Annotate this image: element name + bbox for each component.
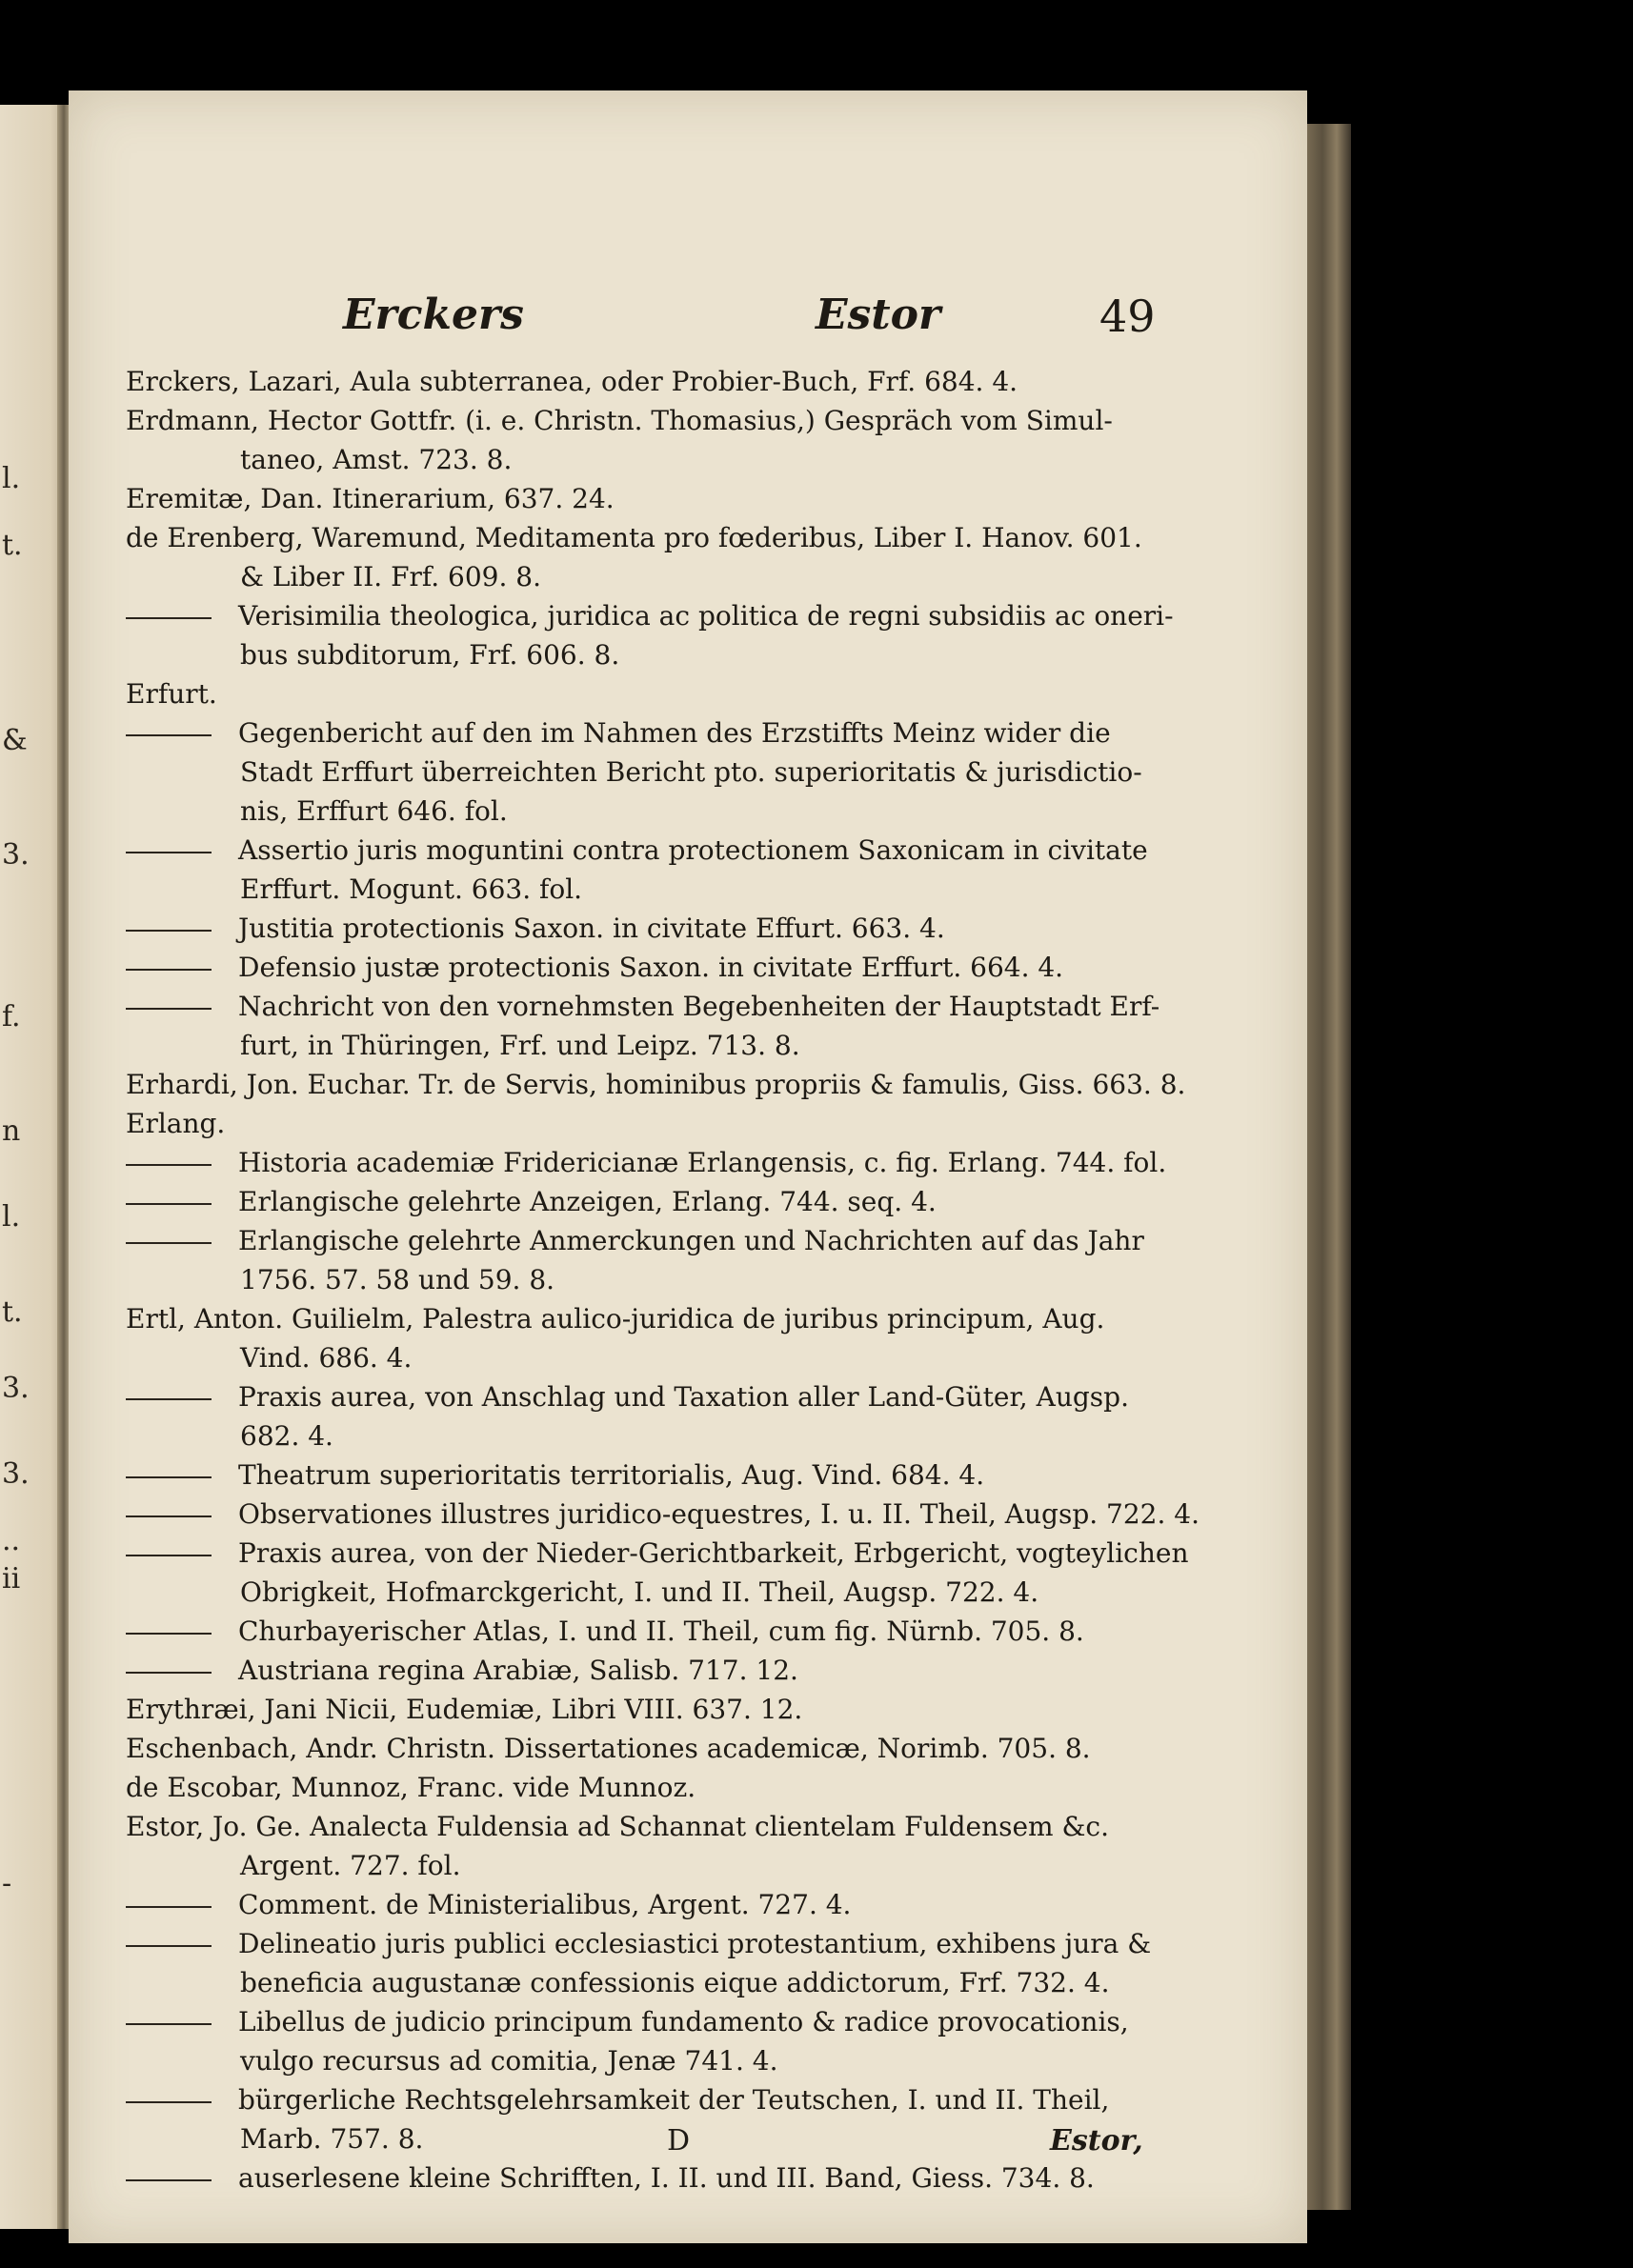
entry-text: Delineatio juris publici ecclesiastici protestantium, exhibens jura & — [238, 1928, 1152, 1959]
header-middle-catchword: Estor — [816, 291, 941, 339]
ditto-dash — [126, 2101, 212, 2103]
entry-text: furt, in Thüringen, Frf. und Leipz. 713. 8. — [240, 1030, 800, 1061]
entry-text: auserlesene kleine Schrifften, I. II. und III. Band, Giess. 734. 8. — [238, 2162, 1095, 2194]
facing-page-fragment: - — [2, 1867, 12, 1900]
entry-text: Assertio juris moguntini contra protectionem Saxonicam in civitate — [238, 834, 1148, 866]
entry-continuation-line — [126, 1260, 1242, 1299]
entry-text: & Liber II. Frf. 609. 8. — [240, 561, 542, 592]
entry-text: 1756. 57. 58 und 59. 8. — [240, 1264, 555, 1295]
entry-text: Justitia protectionis Saxon. in civitate Effurt. 663. 4. — [238, 913, 945, 944]
entry-text: Praxis aurea, von der Nieder-Gerichtbarkeit, Erbgericht, vogteylichen — [238, 1537, 1189, 1569]
entry-head-line — [126, 1299, 1242, 1338]
entry-ditto-line — [126, 1885, 1242, 1924]
entry-text: Erlangische gelehrte Anmerckungen und Nachrichten auf das Jahr — [238, 1225, 1144, 1256]
entry-text: Verisimilia theologica, juridica ac politica de regni subsidiis ac oneri- — [238, 600, 1174, 632]
entry-continuation-line — [126, 1026, 1242, 1065]
entry-continuation-line — [126, 1416, 1242, 1455]
entry-text: Observationes illustres juridico-equestres, I. u. II. Theil, Augsp. 722. 4. — [238, 1498, 1200, 1530]
entry-ditto-line — [126, 948, 1242, 987]
entry-text: Comment. de Ministerialibus, Argent. 727. 4. — [238, 1889, 852, 1920]
entry-continuation-line — [126, 440, 1242, 479]
header-left-catchword: Erckers — [343, 291, 524, 339]
page-footer — [69, 2124, 1307, 2172]
entry-text: Churbayerischer Atlas, I. und II. Theil, cum fig. Nürnb. 705. 8. — [238, 1616, 1084, 1647]
entry-ditto-line — [126, 1182, 1242, 1221]
entry-ditto-line — [126, 596, 1242, 635]
entry-text: Estor, Jo. Ge. Analecta Fuldensia ad Schannat clientelam Fuldensem &c. — [126, 1811, 1109, 1842]
entry-text: Erlang. — [126, 1108, 226, 1139]
entry-head-line — [126, 518, 1242, 557]
page-stack-edge — [1303, 124, 1351, 2210]
entry-text: Ertl, Anton. Guilielm, Palestra aulico-juridica de juribus principum, Aug. — [126, 1303, 1105, 1335]
entry-head-line — [126, 479, 1242, 518]
entry-text: Eremitæ, Dan. Itinerarium, 637. 24. — [126, 483, 615, 514]
entry-ditto-line — [126, 1221, 1242, 1260]
entry-head-line — [126, 1104, 1242, 1143]
entry-ditto-line — [126, 1495, 1242, 1534]
facing-page-fragment: t. — [2, 529, 23, 562]
entry-text: bus subditorum, Frf. 606. 8. — [240, 639, 620, 671]
entry-text: de Escobar, Munnoz, Franc. vide Munnoz. — [126, 1772, 696, 1803]
entry-text: Eschenbach, Andr. Christn. Dissertationes academicæ, Norimb. 705. 8. — [126, 1733, 1091, 1764]
ditto-dash — [126, 2179, 212, 2181]
entry-ditto-line — [126, 2080, 1242, 2119]
entry-text: de Erenberg, Waremund, Meditamenta pro fœderibus, Liber I. Hanov. 601. — [126, 522, 1142, 553]
facing-page-fragment: l. — [2, 462, 21, 495]
entry-text: Erckers, Lazari, Aula subterranea, oder Probier-Buch, Frf. 684. 4. — [126, 366, 1018, 397]
ditto-dash — [126, 1476, 212, 1478]
entry-ditto-line — [126, 1143, 1242, 1182]
facing-page-fragment: t. — [2, 1295, 23, 1329]
entry-text: bürgerliche Rechtsgelehrsamkeit der Teutschen, I. und II. Theil, — [238, 2084, 1110, 2116]
entry-text: Marb. 757. 8. — [240, 2123, 424, 2155]
entry-text: Vind. 686. 4. — [240, 1342, 413, 1374]
entry-text: Erythræi, Jani Nicii, Eudemiæ, Libri VIII. 637. 12. — [126, 1694, 803, 1725]
entry-text: vulgo recursus ad comitia, Jenæ 741. 4. — [240, 2045, 778, 2077]
entry-head-line — [126, 1690, 1242, 1729]
facing-page-fragment: & — [2, 724, 28, 757]
entry-head-line — [126, 1065, 1242, 1104]
ditto-dash — [126, 617, 212, 619]
entry-head-line — [126, 1807, 1242, 1846]
entry-ditto-line — [126, 987, 1242, 1026]
entry-text: Historia academiæ Fridericianæ Erlangensis, c. fig. Erlang. 744. fol. — [238, 1147, 1167, 1178]
book-page — [69, 90, 1307, 2243]
entry-text: 682. 4. — [240, 1420, 333, 1452]
entry-head-line — [126, 1768, 1242, 1807]
entry-continuation-line — [126, 1338, 1242, 1377]
facing-page-fragment: .. — [2, 1524, 21, 1557]
ditto-dash — [126, 1008, 212, 1010]
entry-text: Stadt Erffurt überreichten Bericht pto. superioritatis & jurisdictio- — [240, 756, 1142, 788]
entry-continuation-line — [126, 2041, 1242, 2080]
entry-text: Defensio justæ protectionis Saxon. in civitate Erffurt. 664. 4. — [238, 952, 1064, 983]
entry-text: Austriana regina Arabiæ, Salisb. 717. 12. — [238, 1655, 798, 1686]
ditto-dash — [126, 2023, 212, 2025]
entry-head-line — [126, 1729, 1242, 1768]
entry-continuation-line — [126, 1963, 1242, 2002]
ditto-dash — [126, 734, 212, 736]
ditto-dash — [126, 1203, 212, 1205]
entry-continuation-line — [126, 557, 1242, 596]
entry-continuation-line — [126, 753, 1242, 792]
ditto-dash — [126, 1515, 212, 1517]
page-number: 49 — [1099, 291, 1156, 342]
ditto-dash — [126, 1242, 212, 1244]
entry-text: Theatrum superioritatis territorialis, Aug. Vind. 684. 4. — [238, 1459, 985, 1491]
entry-text: Libellus de judicio principum fundamento & radice provocationis, — [238, 2006, 1129, 2037]
entry-continuation-line — [126, 792, 1242, 831]
entry-text: Obrigkeit, Hofmarckgericht, I. und II. Theil, Augsp. 722. 4. — [240, 1576, 1039, 1608]
ditto-dash — [126, 930, 212, 932]
ditto-dash — [126, 1398, 212, 1400]
signature-mark: D — [667, 2124, 691, 2158]
ditto-dash — [126, 1672, 212, 1674]
entry-text: taneo, Amst. 723. 8. — [240, 444, 513, 475]
facing-page-fragment: 3. — [2, 838, 30, 872]
facing-page-fragment: 3. — [2, 1372, 30, 1405]
facing-page-fragment: ii — [2, 1562, 21, 1596]
entry-text: Gegenbericht auf den im Nahmen des Erzstiffts Meinz wider die — [238, 717, 1111, 749]
ditto-dash — [126, 969, 212, 971]
entry-text: Erfurt. — [126, 678, 217, 710]
facing-page-fragment: l. — [2, 1200, 21, 1234]
entry-continuation-line — [126, 1846, 1242, 1885]
running-header — [69, 291, 1307, 348]
facing-page-fragment: f. — [2, 1000, 21, 1034]
entry-ditto-line — [126, 1612, 1242, 1651]
entry-text: Erdmann, Hector Gottfr. (i. e. Christn. Thomasius,) Gespräch vom Simul- — [126, 405, 1113, 436]
ditto-dash — [126, 1164, 212, 1166]
ditto-dash — [126, 1633, 212, 1635]
ditto-dash — [126, 1555, 212, 1556]
bibliography-entries — [126, 362, 1242, 2198]
facing-page-fragment: 3. — [2, 1457, 30, 1491]
entry-continuation-line — [126, 635, 1242, 674]
entry-ditto-line — [126, 1455, 1242, 1495]
entry-ditto-line — [126, 2002, 1242, 2041]
facing-page-edge — [0, 105, 63, 2229]
entry-text: Praxis aurea, von Anschlag und Taxation aller Land-Güter, Augsp. — [238, 1381, 1129, 1413]
catchword: Estor, — [1050, 2124, 1143, 2158]
ditto-dash — [126, 852, 212, 853]
entry-continuation-line — [126, 870, 1242, 909]
entry-text: Erhardi, Jon. Euchar. Tr. de Servis, hominibus propriis & famulis, Giss. 663. 8. — [126, 1069, 1186, 1100]
entry-ditto-line — [126, 1924, 1242, 1963]
entry-text: nis, Erffurt 646. fol. — [240, 795, 508, 827]
entry-ditto-line — [126, 1534, 1242, 1573]
ditto-dash — [126, 1906, 212, 1908]
ditto-dash — [126, 1945, 212, 1947]
entry-text: Nachricht von den vornehmsten Begebenheiten der Hauptstadt Erf- — [238, 991, 1160, 1022]
entry-text: Erffurt. Mogunt. 663. fol. — [240, 873, 583, 905]
entry-ditto-line — [126, 831, 1242, 870]
facing-page-fragment: n — [2, 1114, 21, 1148]
entry-head-line — [126, 362, 1242, 401]
entry-ditto-line — [126, 713, 1242, 753]
entry-text: Argent. 727. fol. — [240, 1850, 461, 1881]
entry-head-line — [126, 401, 1242, 440]
entry-ditto-line — [126, 1377, 1242, 1416]
entry-ditto-line — [126, 909, 1242, 948]
entry-head-line — [126, 674, 1242, 713]
entry-ditto-line — [126, 1651, 1242, 1690]
entry-text: Erlangische gelehrte Anzeigen, Erlang. 744. seq. 4. — [238, 1186, 937, 1217]
entry-text: beneficia augustanæ confessionis eique addictorum, Frf. 732. 4. — [240, 1967, 1110, 1998]
entry-continuation-line — [126, 1573, 1242, 1612]
